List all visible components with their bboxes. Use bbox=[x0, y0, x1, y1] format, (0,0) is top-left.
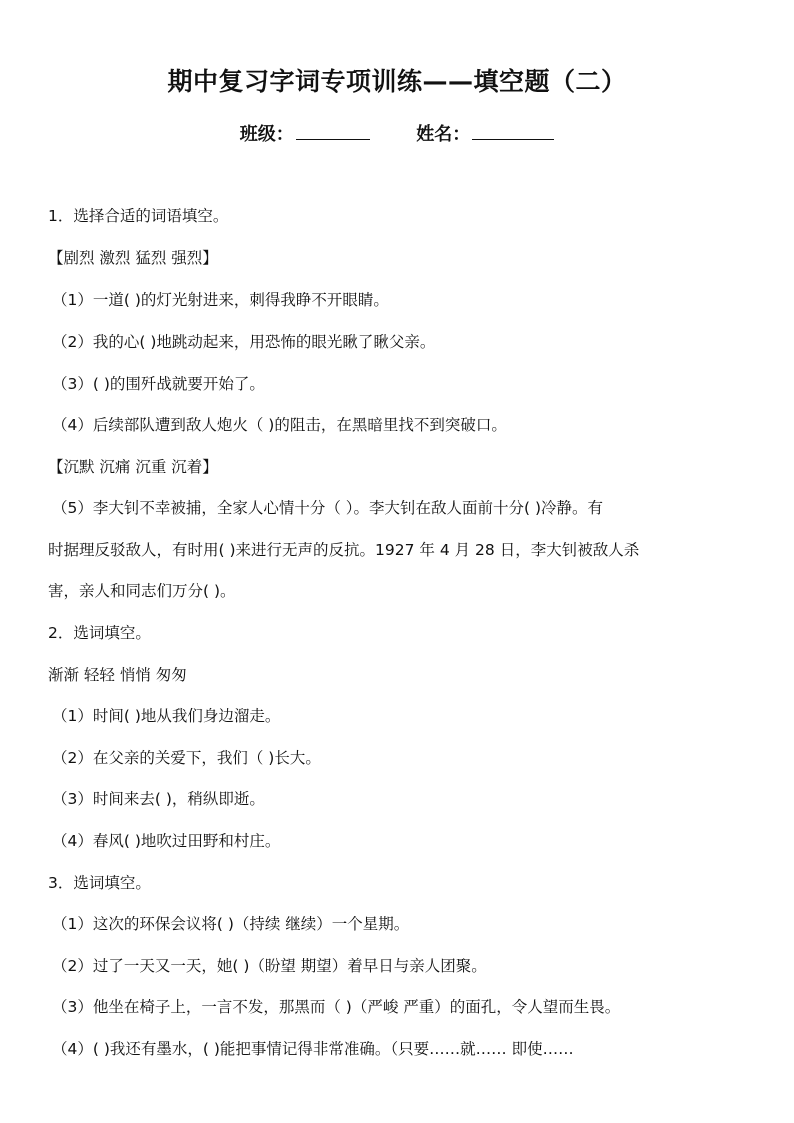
student-info-row bbox=[0, 120, 794, 146]
q3-item-1: （1）这次的环保会议将( )（持续 继续）一个星期。 bbox=[52, 915, 410, 933]
q2-item-1: （1）时间( )地从我们身边溜走。 bbox=[52, 707, 281, 725]
q2-item-3: （3）时间来去( )，稍纵即逝。 bbox=[52, 790, 265, 808]
q3-item-2: （2）过了一天又一天，她( )（盼望 期望）着早日与亲人团聚。 bbox=[52, 957, 487, 975]
name-blank-line bbox=[472, 121, 554, 140]
class-blank-line bbox=[296, 121, 370, 140]
class-field bbox=[240, 120, 370, 146]
name-field bbox=[416, 120, 554, 146]
q2-item-4: （4）春风( )地吹过田野和村庄。 bbox=[52, 832, 281, 850]
q3-item-4: （4）( )我还有墨水，( )能把事情记得非常准确。（只要……就…… 即使…… bbox=[52, 1040, 574, 1058]
q1-item-1: （1）一道( )的灯光射进来，刺得我睁不开眼睛。 bbox=[52, 291, 389, 309]
page-title: 期中复习字词专项训练——填空题（二） bbox=[167, 67, 627, 96]
q2-heading: 2．选词填空。 bbox=[48, 624, 151, 642]
q1-item-5-line-3: 害，亲人和同志们万分( )。 bbox=[48, 582, 236, 600]
q3-heading: 3．选词填空。 bbox=[48, 874, 151, 892]
q1-item-5-line-2: 时据理反驳敌人，有时用( )来进行无声的反抗。1927 年 4 月 28 日，李大钊被敌人杀 bbox=[48, 541, 640, 559]
q1-word-bank-a: 【剧烈 激烈 猛烈 强烈】 bbox=[48, 249, 218, 267]
q1-item-4: （4）后续部队遭到敌人炮火（ )的阻击，在黑暗里找不到突破口。 bbox=[52, 416, 507, 434]
name-label: 姓名： bbox=[416, 124, 471, 145]
q1-heading: 1．选择合适的词语填空。 bbox=[48, 207, 229, 225]
class-label: 班级： bbox=[239, 124, 294, 145]
q2-word-bank: 渐渐 轻轻 悄悄 匆匆 bbox=[48, 666, 187, 684]
q2-item-2: （2）在父亲的关爱下，我们（ )长大。 bbox=[52, 749, 321, 767]
q1-item-2: （2）我的心( )地跳动起来，用恐怖的眼光瞅了瞅父亲。 bbox=[52, 333, 436, 351]
q1-word-bank-b: 【沉默 沉痛 沉重 沉着】 bbox=[48, 458, 218, 476]
q1-item-3: （3）( )的围歼战就要开始了。 bbox=[52, 375, 265, 393]
q3-item-3: （3）他坐在椅子上，一言不发，那黑而（ )（严峻 严重）的面孔，令人望而生畏。 bbox=[52, 998, 621, 1016]
q1-item-5-line-1: （5）李大钊不幸被捕，全家人心情十分（ ）。李大钊在敌人面前十分( )冷静。有 bbox=[52, 499, 604, 517]
